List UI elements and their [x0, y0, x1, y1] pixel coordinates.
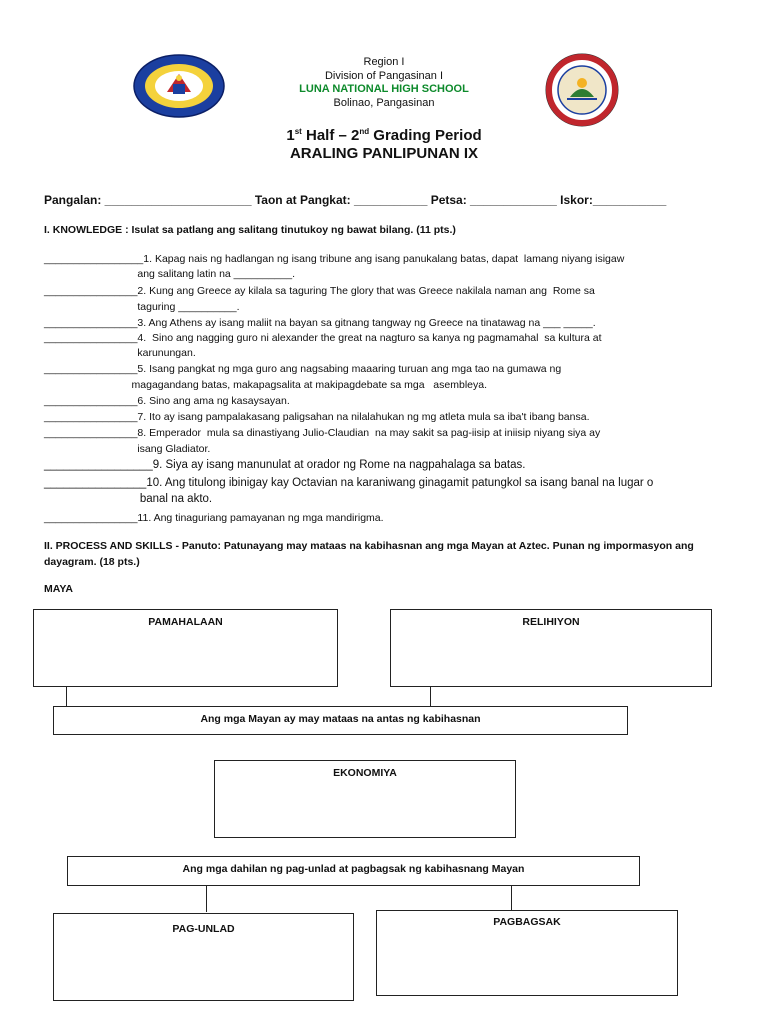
process-heading: II. PROCESS AND SKILLS - Panuto: Patunayang may mataas na kabihasnan ang mga Mayan at Aztec. Punan ng impormasyon ang	[44, 540, 694, 552]
subject-title: ARALING PANLIPUNAN IX	[289, 145, 479, 162]
ekonomiya-box[interactable]	[214, 760, 516, 838]
question-line: ________________3. Ang Athens ay isang maliit na bayan sa gitnang tangway ng Greece na tinatawag na ___ _____.	[44, 317, 596, 329]
pag-unlad-box[interactable]	[53, 913, 354, 1001]
question-line: isang Gladiator.	[44, 443, 211, 455]
question-line: _________________9. Siya ay isang manunulat at orador ng Rome na nagpahalaga sa batas.	[44, 459, 526, 471]
maya-subheading: MAYA	[44, 583, 73, 595]
question-line: magagandang batas, makapagsalita at makipagdebate sa mga asembleya.	[44, 379, 487, 391]
student-info-line: Pangalan: ______________________ Taon at Pangkat: ___________ Petsa: _____________ Iskor:___________	[44, 193, 667, 207]
pag-unlad-label: PAG-UNLAD	[172, 923, 235, 935]
relihiyon-box[interactable]	[390, 609, 712, 687]
question-line: ang salitang latin na __________.	[44, 268, 295, 280]
question-line: ________________2. Kung ang Greece ay kilala sa taguring The glory that was Greece nakilala naman ang Rome sa	[44, 285, 595, 297]
question-line: _________________1. Kapag nais ng hadlangan ng isang tribune ang isang panukalang batas, dapat lamang niyang isigaw	[44, 253, 625, 265]
question-line: ________________7. Ito ay isang pampalakasang paligsahan na nilalahukan ng mg atleta mula sa iba't ibang bansa.	[44, 411, 590, 423]
connector-line	[430, 687, 431, 707]
center-statement-box	[53, 706, 628, 735]
question-line: ________________8. Emperador mula sa dinastiyang Julio-Claudian na may sakit sa pag-iisip at iniisip niyang siya ay	[44, 427, 601, 439]
process-heading-cont: dayagram. (18 pts.)	[44, 556, 140, 568]
pagbagsak-box[interactable]	[376, 910, 678, 996]
ekonomiya-label: EKONOMIYA	[333, 767, 397, 779]
question-line: ________________4. Sino ang nagging guro ni alexander the great na nagturo sa kanya ng pagmamahal sa kultura at	[44, 332, 602, 344]
question-line: ________________10. Ang titulong ibinigay kay Octavian na karaniwang ginagamit patungkol sa isang banal na lugar o	[44, 477, 654, 489]
causes-statement-text: Ang mga dahilan ng pag-unlad at pagbagsak ng kabihasnang Mayan	[182, 863, 525, 875]
connector-line	[66, 687, 67, 707]
relihiyon-label: RELIHIYON	[522, 616, 580, 628]
question-line: ________________5. Isang pangkat ng mga guro ang nagsabing maaaring turuan ang mga tao na gumawa ng	[44, 363, 562, 375]
region-text: Region I	[363, 56, 405, 68]
question-line: karunungan.	[44, 347, 196, 359]
pamahalaan-label: PAMAHALAAN	[148, 616, 223, 628]
question-line: taguring __________.	[44, 301, 240, 313]
question-line: ________________6. Sino ang ama ng kasaysayan.	[44, 395, 290, 407]
school-address: Bolinao, Pangasinan	[333, 97, 435, 109]
pagbagsak-label: PAGBAGSAK	[493, 916, 561, 928]
connector-line	[511, 886, 512, 910]
center-statement-text: Ang mga Mayan ay may mataas na antas ng kabihasnan	[200, 713, 481, 725]
division-text: Division of Pangasinan I	[324, 70, 443, 82]
school-name: LUNA NATIONAL HIGH SCHOOL	[299, 83, 469, 95]
knowledge-heading: I. KNOWLEDGE : Isulat sa patlang ang salitang tinutukoy ng bawat bilang. (11 pts.)	[44, 224, 456, 236]
grading-period-title: 1st Half – 2nd Grading Period	[286, 127, 482, 144]
pamahalaan-box[interactable]	[33, 609, 338, 687]
question-line: banal na akto.	[44, 493, 213, 505]
causes-statement-box	[67, 856, 640, 886]
connector-line	[206, 886, 207, 912]
question-line: ________________11. Ang tinaguriang pamayanan ng mga mandirigma.	[44, 512, 384, 524]
